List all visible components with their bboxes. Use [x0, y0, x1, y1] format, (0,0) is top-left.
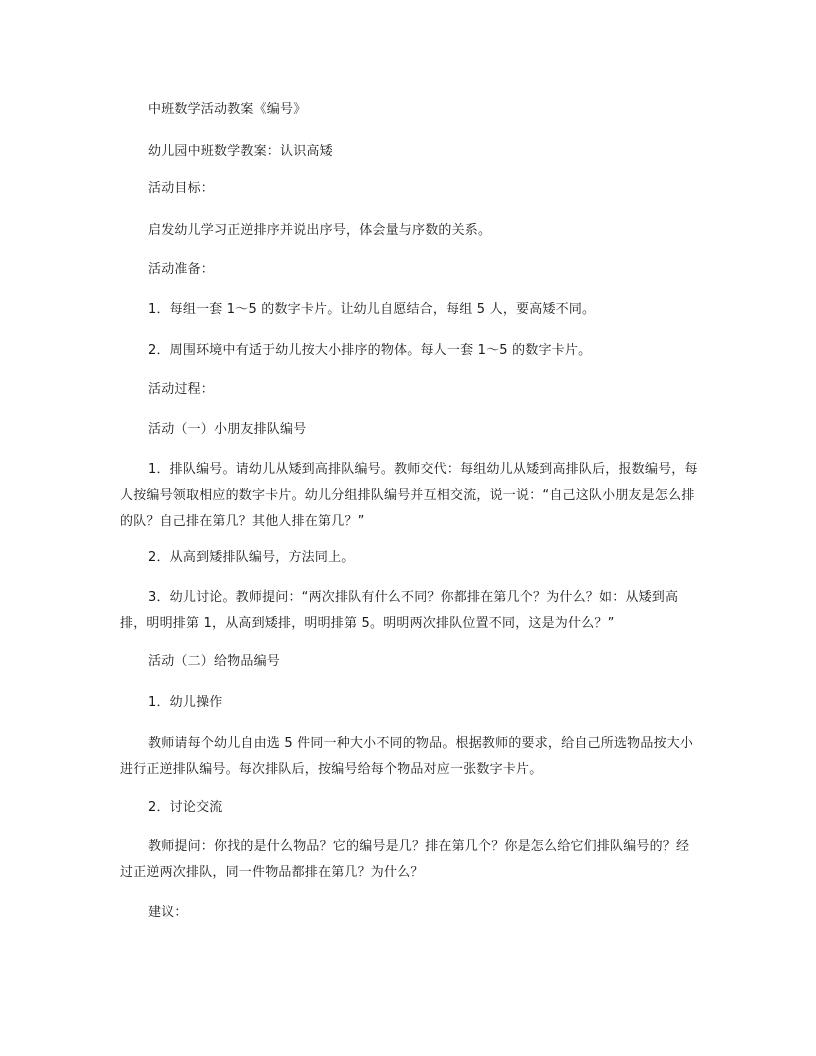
paragraph-activity-2-step-1: 1．幼儿操作: [148, 695, 223, 710]
section-heading-suggestions: 建议：: [148, 905, 188, 920]
section-heading-process: 活动过程：: [148, 382, 215, 397]
paragraph-goals: 启发幼儿学习正逆排序并说出序号，体会量与序数的关系。: [148, 223, 492, 238]
paragraph-preparation-1: 1．每组一套 1～5 的数字卡片。让幼儿自愿结合，每组 5 人，要高矮不同。: [148, 302, 596, 317]
section-heading-goals: 活动目标：: [148, 181, 215, 196]
paragraph-activity-2-operation: 教师请每个幼儿自由选 5 件同一种大小不同的物品。根据教师的要求，给自己所选物品按大小进行正逆排队编号。每次排队后，按编号给每个物品对应一张数字卡片。: [120, 736, 694, 777]
section-heading-preparation: 活动准备：: [148, 262, 215, 277]
document-title: 中班数学活动教案《编号》: [148, 102, 307, 117]
paragraph-preparation-2: 2．周围环境中有适于幼儿按大小排序的物体。每人一套 1～5 的数字卡片。: [148, 343, 592, 358]
paragraph-activity-1-step-2: 2．从高到矮排队编号，方法同上。: [148, 550, 355, 565]
paragraph-activity-2-discussion: 教师提问：你找的是什么物品？它的编号是几？排在第几个？你是怎么给它们排队编号的？经过正逆两次排队，同一件物品都排在第几？为什么？: [120, 839, 690, 880]
document-subtitle: 幼儿园中班数学教案：认识高矮: [148, 144, 333, 159]
subsection-heading-activity-1: 活动（一）小朋友排队编号: [148, 422, 307, 437]
paragraph-activity-2-step-2: 2．讨论交流: [148, 800, 223, 815]
paragraph-activity-1-step-1: 1．排队编号。请幼儿从矮到高排队编号。教师交代：每组幼儿从矮到高排队后，报数编号，每人按编号领取相应的数字卡片。幼儿分组排队编号并互相交流，说一说：“自己这队小朋友是怎么排的队？自己排在第几？其他人排在第几？”: [120, 462, 698, 529]
paragraph-activity-1-step-3: 3．幼儿讨论。教师提问：“两次排队有什么不同？你都排在第几个？为什么？如：从矮到高排，明明排第 1，从高到矮排，明明排第 5。明明两次排队位置不同，这是为什么？”: [120, 590, 679, 631]
subsection-heading-activity-2: 活动（二）给物品编号: [148, 654, 281, 669]
